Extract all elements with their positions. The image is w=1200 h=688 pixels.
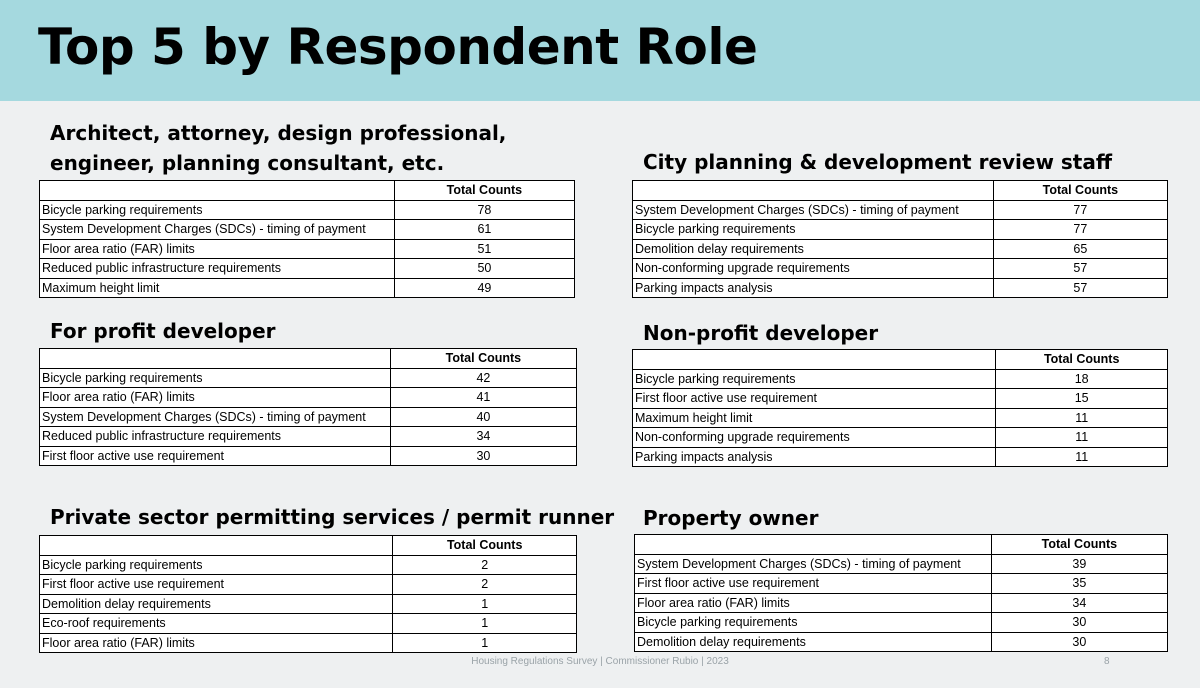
table-permitting xyxy=(39,535,577,653)
table-row: Demolition delay requirements 30 xyxy=(635,632,1168,652)
section-heading: Property owner xyxy=(643,506,819,530)
total-counts-header: Total Counts xyxy=(991,535,1167,555)
total-counts-header: Total Counts xyxy=(993,181,1167,201)
table-row: Bicycle parking requirements 78 xyxy=(40,200,575,220)
table-row: Bicycle parking requirements 2 xyxy=(40,555,577,575)
footer-text: Housing Regulations Survey | Commissioner Rubio | 2023 xyxy=(471,656,729,667)
total-counts-header: Total Counts xyxy=(393,536,577,556)
table-row: Eco-roof requirements 1 xyxy=(40,614,577,634)
table-header-row xyxy=(40,349,577,369)
section-heading-property-owner xyxy=(643,503,818,533)
table-row: Bicycle parking requirements 18 xyxy=(633,369,1168,389)
page-title: Top 5 by Respondent Role xyxy=(38,18,758,76)
section-heading: Architect, attorney, design professional, engineer, planning consultant, etc. xyxy=(50,121,507,175)
table-row: Reduced public infrastructure requirements 50 xyxy=(40,259,575,279)
section-heading-for-profit xyxy=(50,316,276,346)
table-row: First floor active use requirement 35 xyxy=(635,574,1168,594)
title-banner xyxy=(0,0,1200,101)
section-heading-permitting xyxy=(50,502,614,532)
table-non-profit xyxy=(632,349,1168,467)
section-heading-architect xyxy=(50,118,506,178)
table-row: Bicycle parking requirements 77 xyxy=(633,220,1168,240)
section-heading: For profit developer xyxy=(50,319,276,343)
section-heading-city-planning xyxy=(643,147,1112,177)
table-property-owner xyxy=(634,534,1168,652)
total-counts-header: Total Counts xyxy=(996,350,1168,370)
table-row: Reduced public infrastructure requirements 34 xyxy=(40,427,577,447)
table-row: System Development Charges (SDCs) - timing of payment 61 xyxy=(40,220,575,240)
table-row: System Development Charges (SDCs) - timing of payment 39 xyxy=(635,554,1168,574)
table-row: Bicycle parking requirements 42 xyxy=(40,368,577,388)
table-row: Non-conforming upgrade requirements 57 xyxy=(633,259,1168,279)
table-header-row xyxy=(633,181,1168,201)
table-row: Parking impacts analysis 57 xyxy=(633,278,1168,298)
table-row: Demolition delay requirements 1 xyxy=(40,594,577,614)
table-header-row xyxy=(635,535,1168,555)
section-heading: Private sector permitting services / permit runner xyxy=(50,505,615,529)
table-architect xyxy=(39,180,575,298)
section-heading: Non-profit developer xyxy=(643,321,879,345)
total-counts-header: Total Counts xyxy=(394,181,574,201)
table-header-row xyxy=(40,181,575,201)
table-row: Floor area ratio (FAR) limits 1 xyxy=(40,633,577,653)
table-row: System Development Charges (SDCs) - timing of payment 40 xyxy=(40,407,577,427)
table-row: System Development Charges (SDCs) - timing of payment 77 xyxy=(633,200,1168,220)
table-header-row xyxy=(40,536,577,556)
table-row: First floor active use requirement 15 xyxy=(633,389,1168,409)
section-heading: City planning & development review staff xyxy=(643,150,1113,174)
table-row: Maximum height limit 11 xyxy=(633,408,1168,428)
page-number: 8 xyxy=(1104,656,1110,667)
table-row: Floor area ratio (FAR) limits 51 xyxy=(40,239,575,259)
table-row: First floor active use requirement 30 xyxy=(40,446,577,466)
table-row: Maximum height limit 49 xyxy=(40,278,575,298)
table-row: Parking impacts analysis 11 xyxy=(633,447,1168,467)
table-city-planning xyxy=(632,180,1168,298)
table-row: Non-conforming upgrade requirements 11 xyxy=(633,428,1168,448)
total-counts-header: Total Counts xyxy=(390,349,576,369)
table-row: Floor area ratio (FAR) limits 34 xyxy=(635,593,1168,613)
table-row: Bicycle parking requirements 30 xyxy=(635,613,1168,633)
section-heading-non-profit xyxy=(643,318,878,348)
table-row: First floor active use requirement 2 xyxy=(40,575,577,595)
table-row: Floor area ratio (FAR) limits 41 xyxy=(40,388,577,408)
table-header-row xyxy=(633,350,1168,370)
table-for-profit xyxy=(39,348,577,466)
table-row: Demolition delay requirements 65 xyxy=(633,239,1168,259)
